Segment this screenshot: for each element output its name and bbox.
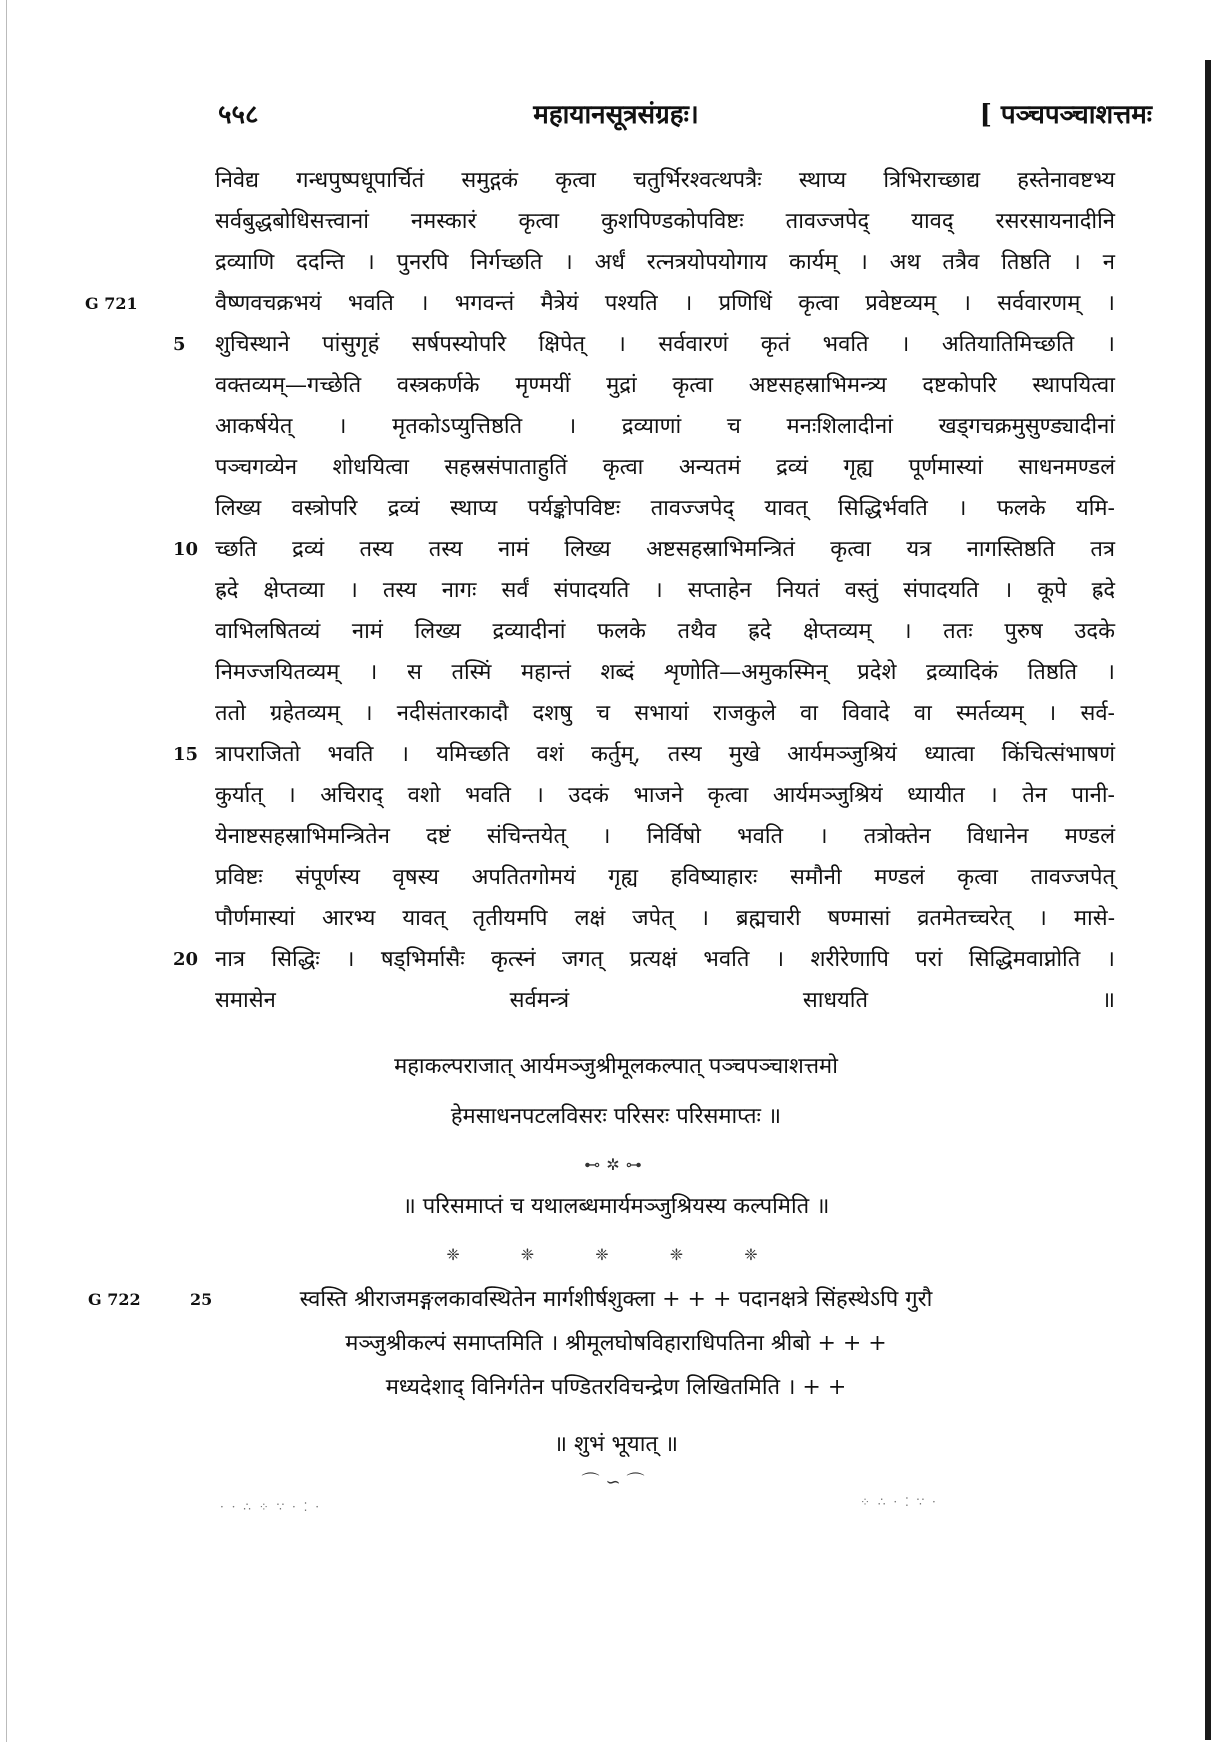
body-text (85, 160, 1115, 1021)
text-line (173, 734, 1115, 775)
colophon-row-3 (0, 1366, 1232, 1410)
line-text: निमज्जयितव्यम् । स तस्मिं महान्तं शब्दं शृणोति—अमुकस्मिन् प्रदेशे द्रव्यादिकं तिष्ठति । (215, 660, 1115, 685)
margin-reference: G 721 (85, 294, 138, 313)
text-line (215, 488, 1115, 529)
text-line (215, 406, 1115, 447)
line-number: 20 (173, 949, 199, 970)
text-line (215, 160, 1115, 201)
ornament-divider: ⊷✲⊶ (584, 1155, 648, 1174)
final-ornament: ⌒∽⌒ (581, 1472, 651, 1493)
line-text: येनाष्टसहस्राभिमन्त्रितेन दष्टं संचिन्तयेत् । निर्विषो भवति । तत्रोक्तेन विधानेन मण्डलं (215, 824, 1115, 849)
line-text: ततो ग्रहेतव्यम् । नदीसंतारकादौ दशषु च सभायां राजकुले वा विवादे वा स्मर्तव्यम् । सर्व- (215, 701, 1115, 726)
line-text: पञ्चगव्येन शोधयित्वा सहस्रसंपाताहुतिं कृत्वा अन्यतमं द्रव्यं गृह्य पूर्णमास्यां साधनमण्डलं (215, 455, 1115, 480)
colophon-line-3: मध्यदेशाद् विनिर्गतेन पण्डितरविचन्द्रेण लिखितमिति । + + (385, 1375, 847, 1400)
line-text: निवेद्य गन्धपुष्पधूपार्चितं समुद्गकं कृत्वा चतुर्भिरश्वत्थपत्रैः स्थाप्य त्रिभिराच्छाद्य हस्तेनावष्टभ्य (215, 168, 1115, 193)
line-text: वक्तव्यम्—गच्छेति वस्त्रकर्णके मृण्मयीं मुद्रां कृत्वा अष्टसहस्राभिमन्त्र्य दष्टकोपरि स्थापयित्वा (215, 373, 1115, 398)
text-line (215, 570, 1115, 611)
line-text: आकर्षयेत् । मृतकोऽप्युत्तिष्ठति । द्रव्याणां च मनःशिलादीनां खड्गचक्रमुसुण्ड्यादीनां (215, 414, 1115, 439)
text-line (215, 611, 1115, 652)
line-text: कुर्यात् । अचिराद् वशो भवति । उदकं भाजने कृत्वा आर्यमञ्जुश्रियं ध्यायीत । तेन पानी- (215, 783, 1115, 808)
closing-line-1: महाकल्पराजात् आर्यमञ्जुश्रीमूलकल्पात् पञ्चपञ्चाशत्तमो (394, 1054, 838, 1079)
text-line (215, 816, 1115, 857)
colophon-row-1 (0, 1278, 1232, 1322)
line-text: वैष्णवचक्रभयं भवति । भगवन्तं मैत्रेयं पश्यति । प्रणिधिं कृत्वा प्रवेष्टव्यम् । सर्ववारणम् । (215, 291, 1115, 316)
text-line (215, 693, 1115, 734)
colophon-line-1: स्वस्ति श्रीराजमङ्गलकावस्थितेन मार्गशीर्षशुक्ला + + + पदानक्षत्रे सिंहस्थेऽपि गुरौ (299, 1287, 933, 1312)
closing-line-2: हेमसाधनपटलविसरः परिसरः परिसमाप्तः ॥ (450, 1104, 782, 1129)
book-title: महायानसूत्रसंग्रहः। (533, 100, 699, 130)
line-text: त्रापराजितो भवति । यमिच्छति वशं कर्तुम्, तस्य मुखे आर्यमञ्जुश्रियं ध्यात्वा किंचित्संभाषणं (215, 742, 1115, 767)
line-text: लिख्य वस्त्रोपरि द्रव्यं स्थाप्य पर्यङ्कोपविष्टः तावज्जपेद् यावत् सिद्धिर्भवति । फलके यमि- (215, 496, 1115, 521)
scan-noise: · · ∴ ⁘ ∵ · ⁚ · (220, 1500, 322, 1514)
colophon (0, 1278, 1232, 1410)
text-line (215, 775, 1115, 816)
margin-reference: G 722 (88, 1290, 141, 1309)
line-text: सर्वबुद्धबोधिसत्त्वानां नमस्कारं कृत्वा कुशपिण्डकोपविष्टः तावज्जपेद् यावद् रसरसायनादीनि (215, 209, 1115, 234)
page-number: ५५८ (218, 100, 259, 130)
line-number: 15 (173, 744, 199, 765)
ornament-row: ❈ ❈ ❈ ❈ ❈ (446, 1245, 786, 1264)
colophon-row-2 (0, 1322, 1232, 1366)
text-line (215, 652, 1115, 693)
line-text: प्रविष्टः संपूर्णस्य वृषस्य अपतितगोमयं गृह्य हविष्याहारः समौनी मण्डलं कृत्वा तावज्जपेत् (215, 865, 1115, 890)
chapter-label: [ पञ्चपञ्चाशत्तमः (979, 100, 1152, 130)
text-line (215, 857, 1115, 898)
line-text: वाभिलषितव्यं नामं लिख्य द्रव्यादीनां फलके तथैव ह्रदे क्षेप्तव्यम् । ततः पुरुष उदके (215, 619, 1115, 644)
text-line (215, 898, 1115, 939)
final-benediction: ॥ शुभं भूयात् ॥ (553, 1432, 679, 1457)
line-text: द्रव्याणि ददन्ति । पुनरपि निर्गच्छति । अर्धं रत्नत्रयोपयोगाय कार्यम् । अथ तत्रैव तिष्ठति । न (215, 250, 1115, 275)
scan-noise: ⁘ ∴ · ⁚ ∵ · (860, 1495, 938, 1509)
text-line (215, 365, 1115, 406)
text-line (215, 242, 1115, 283)
text-line (173, 529, 1115, 570)
line-number: 25 (190, 1290, 213, 1309)
colophon-line-2: मञ्जुश्रीकल्पं समाप्तमिति । श्रीमूलघोषविहाराधिपतिना श्रीबो + + + (345, 1331, 887, 1356)
closing-line-3: ॥ परिसमाप्तं च यथालब्धमार्यमञ्जुश्रियस्य कल्पमिति ॥ (402, 1194, 830, 1219)
text-line (215, 201, 1115, 242)
line-text: नात्र सिद्धिः । षड्भिर्मासैः कृत्स्नं जगत् प्रत्यक्षं भवति । शरीरेणापि परां सिद्धिमवाप्नोति । (215, 947, 1115, 972)
text-line (173, 324, 1115, 365)
text-line (215, 980, 1115, 1021)
line-text: ह्रदे क्षेप्तव्या । तस्य नागः सर्वं संपादयति । सप्ताहेन नियतं वस्तुं संपादयति । कूपे ह्रदे (215, 578, 1115, 603)
running-header (0, 95, 1232, 135)
line-text: शुचिस्थाने पांसुगृहं सर्षपस्योपरि क्षिपेत् । सर्ववारणं कृतं भवति । अतियातिमिच्छति । (215, 332, 1115, 357)
line-text: च्छति द्रव्यं तस्य तस्य नामं लिख्य अष्टसहस्राभिमन्त्रितं कृत्वा यत्र नागस्तिष्ठति तत्र (215, 537, 1115, 562)
text-line (85, 283, 1115, 324)
text-line (215, 447, 1115, 488)
line-number: 10 (173, 539, 199, 560)
line-text: समासेन सर्वमन्त्रं साधयति ॥ (215, 988, 1115, 1013)
line-number: 5 (173, 334, 186, 355)
text-line (173, 939, 1115, 980)
line-text: पौर्णमास्यां आरभ्य यावत् तृतीयमपि लक्षं जपेत् । ब्रह्मचारी षण्मासां व्रतमेतच्चरेत् । मासे- (215, 906, 1115, 931)
